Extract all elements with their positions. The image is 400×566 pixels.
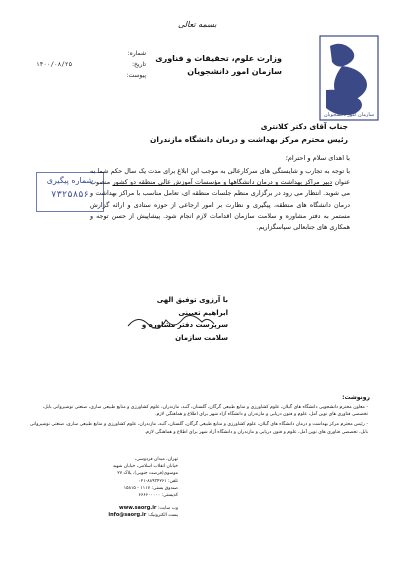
email-link[interactable]: info@saorg.ir — [108, 512, 147, 519]
address-line2: خیابان انقلاب اسلامی، خیابان شهید — [112, 464, 178, 470]
signer-name: ابراهیم تعیینی — [178, 308, 228, 317]
ministry-line1: وزارت علوم، تحقیقات و فناوری — [155, 54, 282, 63]
organization-logo — [302, 34, 380, 122]
recipient-title: جناب آقای دکتر کلانتری — [260, 122, 348, 131]
attachment-label: پیوست: — [126, 72, 146, 79]
cc-title: رونوشت: — [342, 394, 370, 401]
date-value: ۱۴۰۰/۰۸/۲۵ — [36, 61, 73, 68]
body-part2: منصوب می شوید. انتظار می رود در برگزاری منظم جلسات منطقه ای، تعامل مناسب با مراکز بهداشت و درمان دانشگاه های منطقه، پیگیری و نظارت بر امور ارجاعی از حوزه ستادی و ارائه گزارش مستمر به دفتر مشاوره و سلامت سازمان اقدامات لازم انجام شود. پیشاپیش از حسن توجه و همکاری های جنابعالی سپاسگزاریم. — [90, 178, 350, 232]
closing: با آرزوی توفیق الهی — [156, 296, 228, 304]
body-part1: با توجه به تجارب و شایستگی های سرکارعالی به موجب این ابلاغ برای مدت یک سال حکم شما به عنوان — [90, 167, 350, 187]
date-label: تاریخ: — [132, 61, 146, 68]
address-line3: موسوی(فرصت جنوبی)، پلاک ۲۷ — [117, 471, 178, 477]
number-label: شماره: — [127, 50, 146, 57]
handwritten-signature — [120, 312, 220, 334]
cc-item: - رئیس محترم مرکز بهداشت و درمان دانشگاه های گیلان، علوم کشاورزی و منابع طبیعی گرگان، گلستان، گنبد، مازندران، علوم کشاورزی و منابع طبیعی ساری، صنعتی نوشیروانی بابل، تخصصی فناوری های نوین آمل، علوم و فنون دریایی و مازندران و دانشگاه آزاد شهر برای اطلاع و هماهنگی لازم. — [29, 422, 368, 435]
fax: صندوق پستی: ۱۱۱۷ - ۱۵۸۱۵ — [123, 485, 178, 491]
stamp-label: شماره پیگیری — [46, 176, 94, 185]
cc-item: - معاون محترم دانشجویی دانشگاه های گیلان، علوم کشاورزی و منابع طبیعی گرگان، گلستان، گنبد، مازندران، علوم کشاورزی و منابع طبیعی ساری، صنعتی نوشیروانی بابل، تخصصی فناوری های نوین آمل، علوم و فنون دریایی و مازندران و دانشگاه آزاد شهر برای اطلاع و هماهنگی لازم. — [42, 405, 368, 418]
stamp-number: ۷۳۲۵۸۵۶ — [51, 190, 89, 200]
recipient-position: رئیس محترم مرکز بهداشت و درمان دانشگاه مازندران — [149, 135, 348, 144]
address-line1: تهران، میدان فردوسی، — [134, 457, 178, 462]
body-underlined: دبیر مراکز بهداشت و درمان دانشگاهها و مؤسسات آموزش عالی منطقه دو کشور — [112, 178, 333, 187]
ministry-line2: سازمان امور دانشجویان — [187, 67, 282, 76]
phone: تلفن: ۸۸۹۳۴۲۶۱-۰۲۱ — [138, 478, 178, 484]
logo-text: سازمان امور دانشجویان — [323, 112, 375, 118]
postal-code: کدپستی: ۶۶۶۶۰۰۰۰۰ — [138, 493, 178, 499]
recipient — [150, 120, 348, 146]
basmala: بسمه تعالی — [178, 20, 217, 29]
cc-list — [28, 404, 368, 439]
signer-title: سرپرست دفتر مشاوره و سلامت سازمان — [141, 321, 228, 342]
footer-contact — [18, 456, 178, 520]
website-label: وب سایت: — [157, 506, 178, 512]
salutation: با اهدای سلام و احترام؛ — [285, 154, 350, 162]
ministry-header — [155, 52, 282, 78]
letter-body — [90, 166, 350, 233]
letter-meta — [36, 48, 146, 81]
website-link[interactable]: www.saorg.ir — [119, 505, 157, 512]
email-label: پست الکترونیک: — [147, 513, 178, 519]
